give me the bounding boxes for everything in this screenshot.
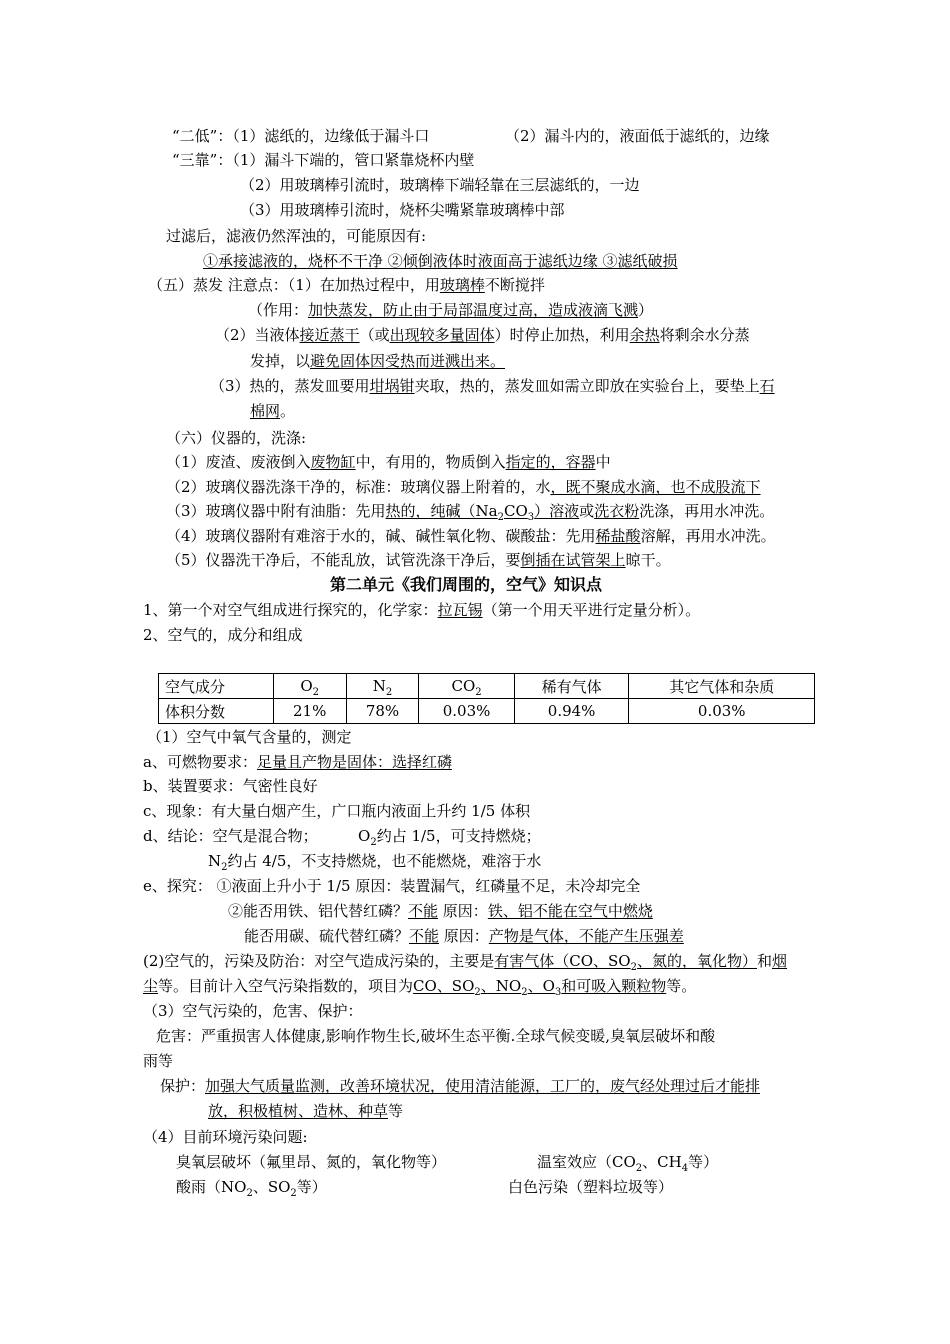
pollution-text: 和可吸入颗粒物 — [561, 977, 667, 995]
three-lean-line — [172, 149, 474, 171]
subscript: 2 — [474, 987, 481, 998]
wash-item-5 — [166, 549, 671, 571]
oxygen-underline: 不能 — [408, 902, 439, 920]
subscript: 2 — [385, 687, 393, 698]
evap-text: 不断搅拌 — [484, 276, 545, 294]
wash-text: （5）仪器洗干净后，不能乱放，试管洗涤干净后，要 — [166, 551, 521, 569]
evap-text: ） — [638, 301, 654, 319]
subscript: 2 — [312, 687, 319, 698]
wash-underline: 稀盐酸 — [595, 527, 641, 545]
pollution-text: (2)空气的，污染及防治：对空气造成污染的，主要是 — [143, 952, 495, 970]
oxygen-c: c、现象：有大量白烟产生，广口瓶内液面上升约 1/5 体积 — [143, 802, 531, 820]
oxygen-text: 原因： — [439, 927, 489, 945]
oxygen-text: d、结论：空气是混合物； — [143, 827, 318, 845]
table-row — [159, 699, 815, 724]
pollution-text: 、CH — [642, 1153, 682, 1171]
wash-text: 中，有用的，物质倒入 — [355, 453, 506, 471]
pollution-text: 保护： — [160, 1077, 206, 1095]
two-low-item-1: （1）滤纸的，边缘低于漏斗口 — [232, 127, 430, 145]
wash-item-2 — [166, 476, 761, 498]
wash-text: （2）玻璃仪器洗涤干净的，标准：玻璃仪器上附着的，水 — [166, 478, 551, 496]
wash-item-1 — [166, 451, 611, 473]
oxygen-e-1: e、探究： ①液面上升小于 1/5 原因：装置漏气，红磷量不足，未冷却完全 — [143, 877, 641, 895]
evap-text: （或 — [359, 326, 390, 344]
issue-greenhouse — [537, 1151, 718, 1173]
oxygen-underline: 铁、铝不能在空气中燃烧 — [487, 902, 653, 920]
oxygen-d-o2 — [358, 825, 541, 847]
oxygen-d — [143, 825, 318, 847]
subscript: 3 — [554, 987, 562, 998]
pollution-text: 、氮的，氧化物） — [636, 952, 757, 970]
table-cell: 稀有气体 — [514, 674, 629, 699]
table-cell — [346, 674, 419, 699]
evap-text: 夹取，热的，蒸发皿如需立即放在实验台上，要垫上 — [414, 377, 760, 395]
wash-underline — [385, 502, 580, 523]
hazard-title: （3）空气污染的，危害、保护： — [143, 1002, 363, 1020]
issue-acid-rain — [176, 1176, 327, 1198]
unit2-underline: 拉瓦锡 — [437, 601, 483, 619]
subscript: 2 — [630, 962, 637, 973]
pollution-underline — [494, 952, 757, 973]
table-row — [159, 674, 815, 699]
wash-title: （六）仪器的，洗涤: — [166, 429, 307, 447]
wash-underline: 指定的，容器 — [505, 453, 596, 471]
cell-text: N — [372, 677, 386, 695]
oxygen-text: ②能否用铁、铝代替红磷？ — [228, 902, 409, 920]
wash-text: （1）废渣、废液倒入 — [166, 453, 311, 471]
unit2-text: 1、第一个对空气组成进行探究的，化学家： — [143, 601, 438, 619]
wash-underline: 洗衣粉 — [594, 502, 640, 520]
evap-text: ）时停止加热，利用 — [494, 326, 630, 344]
evap-line-6 — [250, 400, 295, 422]
wash-text: CO — [504, 502, 528, 520]
oxygen-e-3 — [244, 925, 684, 947]
oxygen-a — [143, 751, 452, 773]
evap-line-4 — [250, 350, 505, 372]
oxygen-underline: 产物是气体，不能产生压强差 — [488, 927, 684, 945]
table-cell: 0.03% — [419, 699, 514, 724]
wash-underline: 废物缸 — [310, 453, 356, 471]
pollution-text: 温室效应（CO — [537, 1153, 636, 1171]
pollution-text: 、O — [527, 977, 555, 995]
subscript: 2 — [246, 1188, 253, 1199]
table-cell: 0.03% — [629, 699, 815, 724]
pollution-text: CO、SO — [413, 977, 475, 995]
evap-underline: 棉网 — [250, 402, 281, 420]
oxygen-underline: 足量且产物是固体：选择红磷 — [256, 753, 452, 771]
unit2-heading: 第二单元《我们周围的，空气》知识点 — [330, 575, 603, 594]
wash-text: 热的，纯碱（Na — [385, 502, 498, 520]
pollution-text: 等） — [296, 1178, 327, 1196]
evap-underline: 加快蒸发，防止由于局部温度过高，造成液滴飞溅 — [308, 301, 639, 319]
subscript: 3 — [527, 512, 535, 523]
subscript: 2 — [370, 837, 377, 848]
evap-underline: 玻璃棒 — [439, 276, 485, 294]
oxygen-text: O — [358, 827, 371, 845]
table-cell: 空气成分 — [159, 674, 274, 699]
wash-item-3 — [166, 500, 774, 522]
subscript: 2 — [221, 862, 228, 873]
subscript: 2 — [635, 1163, 643, 1174]
evap-text: （3）热的，蒸发皿要用 — [210, 377, 370, 395]
wash-text: ）溶液 — [534, 502, 580, 520]
table-cell: 0.94% — [514, 699, 629, 724]
oxygen-title: （1）空气中氧气含量的，测定 — [147, 728, 352, 746]
subscript: 2 — [290, 1188, 297, 1199]
evap-line-3 — [215, 324, 750, 346]
pollution-text: 等 — [388, 1102, 404, 1120]
table-cell: 21% — [273, 699, 346, 724]
subscript: 2 — [475, 687, 482, 698]
pollution-text: 等。 — [666, 977, 697, 995]
three-lean-item-1: （1）漏斗下端的，管口紧靠烧杯内壁 — [232, 151, 475, 169]
oxygen-d-n2 — [208, 850, 541, 872]
pollution-underline: 放，积极植树、造林、种草 — [208, 1102, 389, 1120]
turbid-intro: 过滤后，滤液仍然浑浊的，可能原因有: — [166, 227, 427, 245]
three-lean-item-2: （2）用玻璃棒引流时，玻璃棒下端轻靠在三层滤纸的，一边 — [240, 176, 640, 194]
subscript: 2 — [521, 987, 528, 998]
wash-item-4 — [166, 525, 776, 547]
subscript: 2 — [497, 512, 504, 523]
oxygen-e-2 — [228, 900, 653, 922]
three-lean-item-3: （3）用玻璃棒引流时，烧杯尖嘴紧靠玻璃棒中部 — [240, 201, 565, 219]
cell-text: O — [300, 677, 313, 695]
two-low-line — [172, 125, 429, 147]
turbid-reasons: ①承接滤液的，烧杯不干净 ②倾倒液体时液面高于滤纸边缘 ③滤纸破损 — [203, 252, 678, 270]
evap-text: （2）当液体 — [215, 326, 300, 344]
evap-underline: 避免固体因受热而迸溅出来。 — [310, 352, 506, 370]
evap-underline: 余热 — [629, 326, 660, 344]
wash-text: 溶解，再用水冲洗。 — [640, 527, 776, 545]
unit2-text: （第一个用天平进行定量分析）。 — [482, 601, 701, 619]
evap-underline: 坩埚钳 — [369, 377, 415, 395]
evap-line-1 — [148, 274, 545, 296]
two-low-item-2: （2）漏斗内的，液面低于滤纸的，边缘 — [505, 127, 770, 145]
wash-text: 晾干。 — [625, 551, 671, 569]
table-cell — [419, 674, 514, 699]
oxygen-b: b、装置要求：气密性良好 — [143, 777, 318, 795]
oxygen-text: N — [208, 852, 222, 870]
oxygen-text: 原因： — [438, 902, 488, 920]
evap-text: （五）蒸发 注意点：（1）在加热过程中，用 — [148, 276, 440, 294]
air-composition-table — [158, 673, 815, 724]
evap-underline: 出现较多量固体 — [389, 326, 495, 344]
evap-text: 发掉，以 — [250, 352, 311, 370]
evap-text: 。 — [280, 402, 296, 420]
evap-underline: 接近蒸干 — [299, 326, 360, 344]
wash-text: 洗涤，再用水冲洗。 — [639, 502, 775, 520]
evap-line-2 — [248, 299, 653, 321]
wash-text: 或 — [579, 502, 595, 520]
wash-text: 中 — [595, 453, 611, 471]
hazard-line-2: 雨等 — [143, 1052, 174, 1070]
protect-line-1 — [160, 1075, 760, 1097]
oxygen-text: 约占 4/5，不支持燃烧，也不能燃烧，难溶于水 — [227, 852, 542, 870]
pollution-text: 和 — [757, 952, 773, 970]
protect-line-2 — [208, 1100, 403, 1122]
hazard-line-1: 危害：严重损害人体健康,影响作物生长,破坏生态平衡.全球气候变暖,臭氧层破坏和酸 — [156, 1027, 716, 1045]
wash-text: （4）玻璃仪器附有难溶于水的，碱、碱性氧化物、碳酸盐：先用 — [166, 527, 596, 545]
pollution-text: 有害气体（CO、SO — [494, 952, 631, 970]
oxygen-text: 能否用碳、硫代替红磷？ — [244, 927, 410, 945]
pollution-underline: 加强大气质量监测，改善环境状况，使用清洁能源，工厂的，废气经处理过后才能排 — [205, 1077, 761, 1095]
table-cell: 78% — [346, 699, 419, 724]
subscript: 4 — [681, 1163, 689, 1174]
pollution-line-1 — [143, 950, 787, 972]
two-low-label: “二低”： — [172, 127, 233, 145]
pollution-text: 等） — [688, 1153, 719, 1171]
cell-text: CO — [451, 677, 476, 695]
wash-underline: ，既不聚成水滴，也不成股流下 — [550, 478, 761, 496]
three-lean-label: “三靠”： — [172, 151, 233, 169]
issue-ozone: 臭氧层破坏（氟里昂、氮的，氧化物等） — [176, 1153, 447, 1171]
wash-text: （3）玻璃仪器中附有油脂：先用 — [166, 502, 386, 520]
evap-text: 将剩余水分蒸 — [659, 326, 750, 344]
issue-white-pollution: 白色污染（塑料垃圾等） — [508, 1178, 674, 1196]
evap-text: （作用： — [248, 301, 309, 319]
oxygen-text: 约占 1/5，可支持燃烧； — [376, 827, 541, 845]
pollution-underline: 尘 — [143, 977, 159, 995]
pollution-underline — [413, 977, 667, 998]
oxygen-underline: 不能 — [409, 927, 440, 945]
pollution-text: 等。目前计入空气污染指数的，项目为 — [158, 977, 414, 995]
unit2-point-2: 2、空气的，成分和组成 — [143, 626, 303, 644]
evap-underline: 石 — [759, 377, 775, 395]
oxygen-text: a、可燃物要求： — [143, 753, 257, 771]
pollution-underline: 烟 — [772, 952, 788, 970]
wash-underline: 倒插在试管架上 — [520, 551, 626, 569]
evap-line-5 — [210, 375, 775, 397]
table-cell: 其它气体和杂质 — [629, 674, 815, 699]
pollution-text: 、SO — [252, 1178, 291, 1196]
table-cell: 体积分数 — [159, 699, 274, 724]
pollution-text: 、NO — [480, 977, 522, 995]
issues-title: （4）目前环境污染问题: — [143, 1128, 308, 1146]
table-cell — [273, 674, 346, 699]
unit2-point-1 — [143, 599, 700, 621]
pollution-line-2 — [143, 975, 696, 997]
pollution-text: 酸雨（NO — [176, 1178, 247, 1196]
